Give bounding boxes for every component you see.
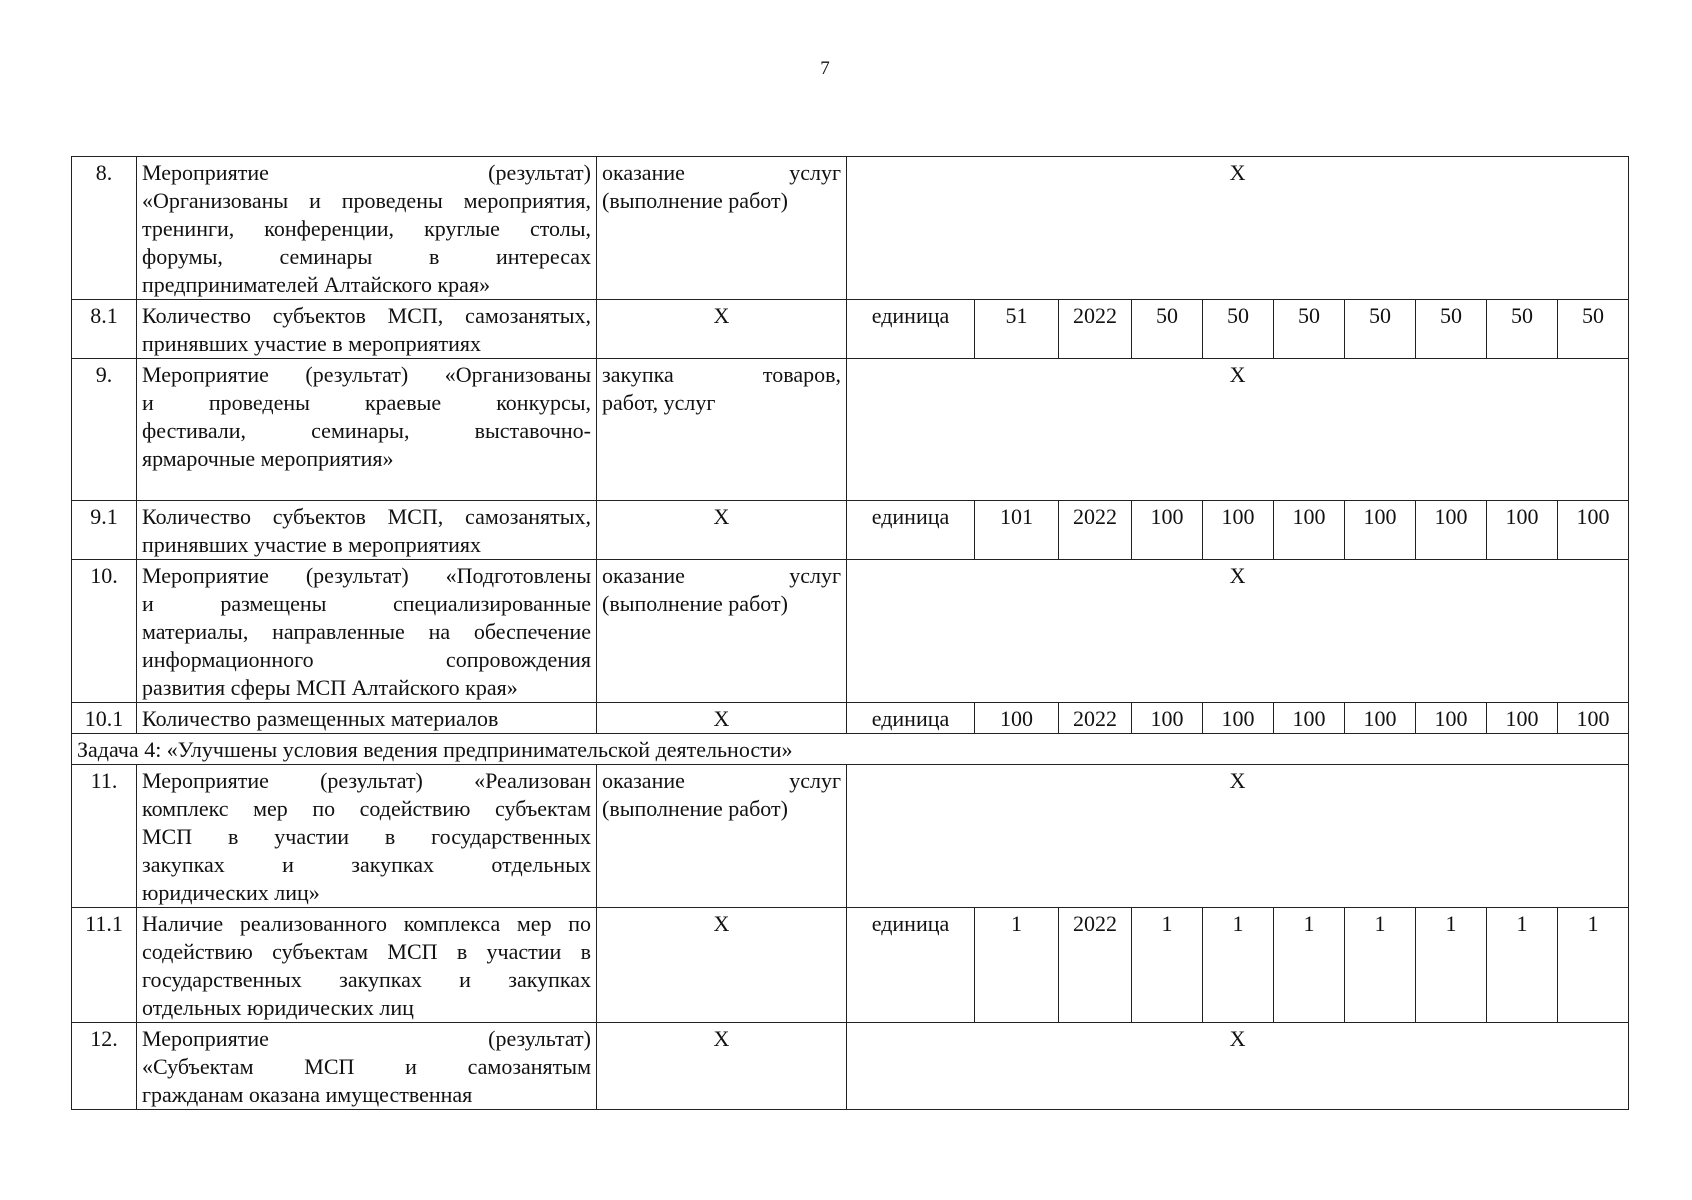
description-line: отдельных юридических лиц [142,995,414,1020]
description-line: Количество размещенных материалов [142,706,499,731]
base-value: 51 [975,300,1059,359]
description-line: юридических лиц» [142,880,320,905]
result-type-line: оказание услуг [602,160,841,185]
description-line: гражданам оказана имущественная [142,1082,473,1107]
task-row [72,734,1629,765]
target-value: 50 [1558,300,1629,359]
base-value: 100 [975,703,1059,734]
result-type-line: закупка товаров, [602,362,841,387]
description-line: форумы, семинары в интересах [142,244,591,269]
target-value: 100 [1274,703,1345,734]
target-value: 50 [1203,300,1274,359]
indicator-row [72,501,1629,560]
description-line: принявших участие в мероприятиях [142,532,482,557]
result-type [597,157,847,300]
unit-cell: единица [847,908,975,1023]
target-value: 100 [1487,703,1558,734]
results-table [71,156,1629,1110]
row-number: 8. [72,157,137,300]
description-line: «Организованы и проведены мероприятия, [142,188,591,213]
target-value: 100 [1203,501,1274,560]
row-description [137,300,597,359]
row-number: 8.1 [72,300,137,359]
base-year: 2022 [1059,703,1132,734]
description-line: Количество субъектов МСП, самозанятых, [142,303,591,328]
event-row [72,560,1629,703]
result-type: X [597,501,847,560]
result-type-line: (выполнение работ) [602,188,788,213]
target-value: 100 [1558,501,1629,560]
base-value: 1 [975,908,1059,1023]
description-line: развития сферы МСП Алтайского края» [142,675,518,700]
description-line: и проведены краевые конкурсы, [142,390,591,415]
base-year: 2022 [1059,501,1132,560]
unit-cell: единица [847,300,975,359]
target-value: 100 [1274,501,1345,560]
event-row [72,157,1629,300]
result-type [597,765,847,908]
base-year: 2022 [1059,300,1132,359]
target-value: 1 [1416,908,1487,1023]
description-line: ярмарочные мероприятия» [142,446,394,471]
result-type: X [597,908,847,1023]
row-description [137,157,597,300]
target-value: 1 [1487,908,1558,1023]
target-value: 1 [1203,908,1274,1023]
event-row [72,359,1629,501]
description-line: Количество субъектов МСП, самозанятых, [142,504,591,529]
target-value: 1 [1558,908,1629,1023]
row-number: 9. [72,359,137,501]
target-value: 50 [1274,300,1345,359]
result-type-line: оказание услуг [602,768,841,793]
indicator-row [72,300,1629,359]
description-line: Мероприятие (результат) [142,160,591,185]
description-line: государственных закупках и закупках [142,967,591,992]
target-value: 100 [1132,703,1203,734]
na-mark: X [847,1023,1629,1110]
unit-cell: единица [847,501,975,560]
target-value: 100 [1345,501,1416,560]
row-description [137,703,597,734]
event-row [72,765,1629,908]
target-value: 100 [1416,703,1487,734]
target-value: 100 [1558,703,1629,734]
target-value: 100 [1132,501,1203,560]
result-type-line: (выполнение работ) [602,796,788,821]
row-number: 9.1 [72,501,137,560]
base-value: 101 [975,501,1059,560]
row-number: 12. [72,1023,137,1110]
result-type: X [597,703,847,734]
description-line: принявших участие в мероприятиях [142,331,482,356]
target-value: 1 [1132,908,1203,1023]
row-description [137,359,597,501]
target-value: 100 [1416,501,1487,560]
description-line: Наличие реализованного комплекса мер по [142,911,591,936]
row-number: 10. [72,560,137,703]
event-row [72,1023,1629,1110]
row-description [137,908,597,1023]
description-line: Мероприятие (результат) «Организованы [142,362,591,387]
description-line: МСП в участии в государственных [142,824,591,849]
target-value: 50 [1345,300,1416,359]
row-description [137,560,597,703]
description-line: фестивали, семинары, выставочно- [142,418,591,443]
unit-cell: единица [847,703,975,734]
target-value: 50 [1487,300,1558,359]
row-number: 10.1 [72,703,137,734]
row-description [137,765,597,908]
result-type: X [597,1023,847,1110]
page-number: 7 [820,58,830,79]
result-type [597,560,847,703]
target-value: 50 [1416,300,1487,359]
target-value: 50 [1132,300,1203,359]
result-type-line: работ, услуг [602,390,716,415]
description-line: информационного сопровождения [142,647,591,672]
target-value: 1 [1274,908,1345,1023]
description-line: содействию субъектам МСП в участии в [142,939,591,964]
target-value: 100 [1345,703,1416,734]
result-type [597,359,847,501]
description-line: закупках и закупках отдельных [142,852,591,877]
description-line: материалы, направленные на обеспечение [142,619,591,644]
indicator-row [72,703,1629,734]
result-type-line: (выполнение работ) [602,591,788,616]
na-mark: X [847,359,1629,501]
description-line: и размещены специализированные [142,591,591,616]
row-description [137,1023,597,1110]
result-type: X [597,300,847,359]
na-mark: X [847,765,1629,908]
description-line: «Субъектам МСП и самозанятым [142,1054,591,1079]
task-heading: Задача 4: «Улучшены условия ведения предпринимательской деятельности» [72,734,1629,765]
target-value: 100 [1203,703,1274,734]
base-year: 2022 [1059,908,1132,1023]
indicator-row [72,908,1629,1023]
na-mark: X [847,560,1629,703]
na-mark: X [847,157,1629,300]
row-number: 11. [72,765,137,908]
description-line: Мероприятие (результат) «Подготовлены [142,563,591,588]
row-number: 11.1 [72,908,137,1023]
result-type-line: оказание услуг [602,563,841,588]
description-line: тренинги, конференции, круглые столы, [142,216,591,241]
row-description [137,501,597,560]
description-line: Мероприятие (результат) «Реализован [142,768,591,793]
description-line: предпринимателей Алтайского края» [142,272,491,297]
target-value: 100 [1487,501,1558,560]
target-value: 1 [1345,908,1416,1023]
description-line: Мероприятие (результат) [142,1026,591,1051]
description-line: комплекс мер по содействию субъектам [142,796,591,821]
